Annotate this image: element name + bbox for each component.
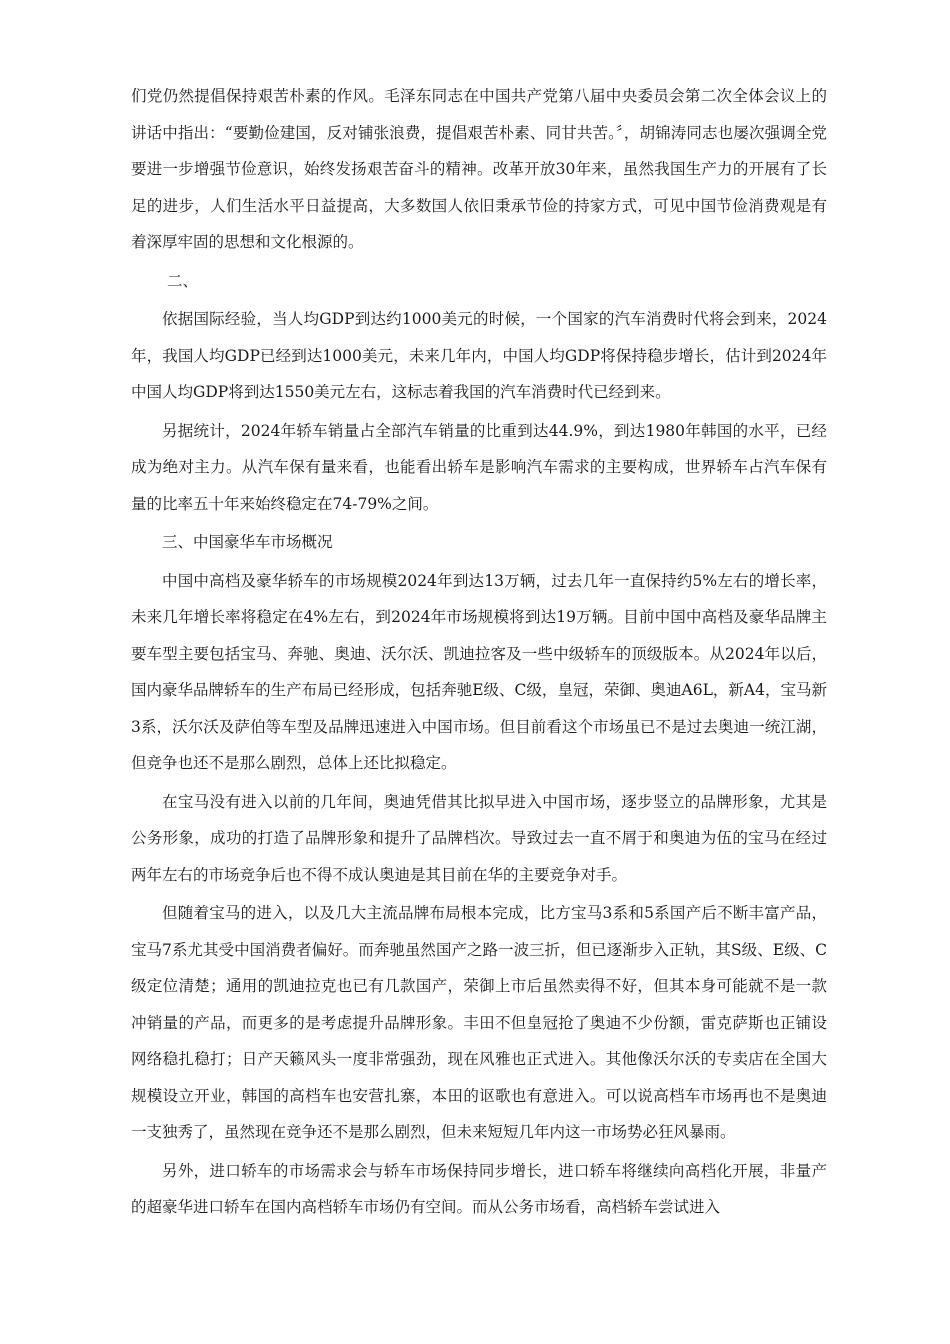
paragraph-market-size: 中国中高档及豪华轿车的市场规模2024年到达13万辆，过去几年一直保持约5%左右的增长率，未来几年增长率将稳定在4%左右，到2024年市场规模将到达19万辆。目前中国中高档及豪华品牌主要车型主要包括宝马、奔驰、奥迪、沃尔沃、凯迪拉客及一些中级轿车的顶级版本。从2024年以后，国内豪华品牌轿车的生产布局已经形成，包括奔驰E级、C级，皇冠，荣御、奥迪A6L，新A4，宝马新3系，沃尔沃及萨伯等车型及品牌迅速进入中国市场。但目前看这个市场虽已不是过去奥迪一统江湖，但竞争也还不是那么剧烈，总体上还比拟稳定。 <box>131 571 827 772</box>
paragraph-competition: 但随着宝马的进入，以及几大主流品牌布局根本完成，比方宝马3系和5系国产后不断丰富产品，宝马7系尤其受中国消费者偏好。而奔驰虽然国产之路一波三折，但已逐渐步入正轨，其S级、E级、C级定位清楚；通用的凯迪拉克也已有几款国产，荣御上市后虽然卖得不好，但其本身可能就不是一款冲销量的产品，而更多的是考虑提升品牌形象。丰田不但皇冠抢了奥迪不少份额，雷克萨斯也正铺设网络稳扎稳打；日产天籁风头一度非常强劲，现在风雅也正式进入。其他像沃尔沃的专卖店在全国大规模设立开业，韩国的高档车也安营扎寨，本田的讴歌也有意进入。可以说高档车市场再也不是奥迪一支独秀了，虽然现在竞争还不是那么剧烈，但未来短短几年内这一市场势必狂风暴雨。 <box>131 904 827 1141</box>
paragraph-imported-cars: 另外，进口轿车的市场需求会与轿车市场保持同步增长，进口轿车将继续向高档化开展，非量产的超豪华进口轿车在国内高档轿车市场仍有空间。而从公务市场看，高档轿车尝试进入 <box>131 1161 827 1216</box>
section-heading-two: 二、 <box>167 271 199 290</box>
paragraph-thrift-tradition: 们党仍然提倡保持艰苦朴素的作风。毛泽东同志在中国共产党第八届中央委员会第二次全体会议上的讲话中指出：“要勤俭建国，反对铺张浪费，提倡艰苦朴素、同甘共苦。〞，胡锦涛同志也屡次强调全党要进一步增强节俭意识，始终发扬艰苦奋斗的精神。改革开放30年来，虽然我国生产力的开展有了长足的进步，人们生活水平日益提高，大多数国人依旧秉承节俭的持家方式，可见中国节俭消费观是有着深厚牢固的思想和文化根源的。 <box>131 87 827 251</box>
section-heading-three: 三、中国豪华车市场概况 <box>162 533 333 551</box>
paragraph-sedan-share: 另据统计，2024年轿车销量占全部汽车销量的比重到达44.9%，到达1980年韩国的水平，已经成为绝对主力。从汽车保有量来看，也能看出轿车是影响汽车需求的主要构成，世界轿车占汽车保有量的比率五十年来始终稳定在74-79%之间。 <box>131 421 827 513</box>
paragraph-audi-before-bmw: 在宝马没有进入以前的几年间，奥迪凭借其比拟早进入中国市场，逐步竖立的品牌形象，尤其是公务形象，成功的打造了品牌形象和提升了品牌档次。导致过去一直不屑于和奥迪为伍的宝马在经过两年左右的市场竞争后也不得不成认奥迪是其目前在华的主要竞争对手。 <box>131 792 827 884</box>
paragraph-gdp-car-era: 依据国际经验，当人均GDP到达约1000美元的时候，一个国家的汽车消费时代将会到来，2024年，我国人均GDP已经到达1000美元，未来几年内，中国人均GDP将保持稳步增长，估计到2024年中国人均GDP将到达1550美元左右，这标志着我国的汽车消费时代已经到来。 <box>131 310 827 401</box>
document-page <box>131 78 827 1228</box>
